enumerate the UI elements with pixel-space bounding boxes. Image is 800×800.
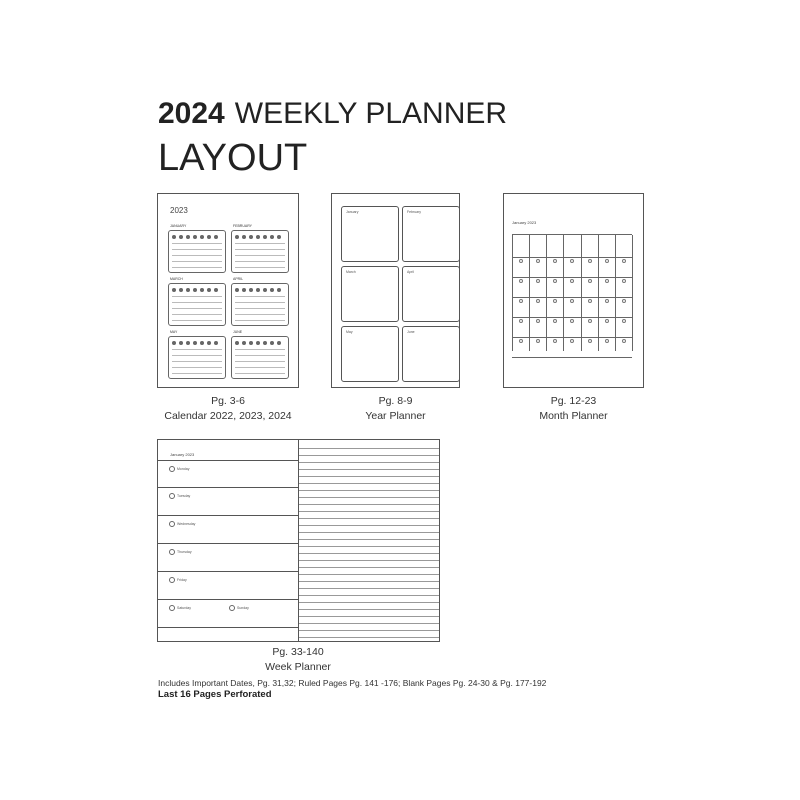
calendar-date-rows <box>172 296 222 322</box>
calendar-thumb-year: 2023 <box>170 206 188 215</box>
month-day-dot <box>588 319 592 323</box>
week-day-label: Tuesday <box>177 494 191 498</box>
year-planner-month-label: May <box>346 330 353 334</box>
month-day-dot <box>570 319 574 323</box>
month-day-dot <box>553 299 557 303</box>
month-planner-pages: Pg. 12-23 <box>550 395 597 407</box>
calendar-date-rows <box>172 349 222 375</box>
month-day-dot <box>536 339 540 343</box>
month-grid-line <box>546 235 547 351</box>
month-grid-line <box>512 235 513 351</box>
month-day-dot <box>519 259 523 263</box>
year-planner-month-box <box>341 266 399 322</box>
month-grid-line <box>512 277 632 278</box>
calendar-mini-month <box>231 330 289 379</box>
week-planner-thumbnail <box>157 439 440 642</box>
year-planner-thumbnail <box>331 193 460 388</box>
year-planner-month-label: June <box>407 330 415 334</box>
month-day-dot <box>536 279 540 283</box>
month-day-dot <box>570 339 574 343</box>
week-day-circle <box>169 521 175 527</box>
calendar-caption <box>137 395 319 422</box>
title-line-1 <box>158 96 507 132</box>
month-day-dot <box>553 279 557 283</box>
month-planner-head: January 2023 <box>512 220 537 225</box>
year-planner-month-box <box>341 206 399 262</box>
week-day-circle <box>169 466 175 472</box>
perforated-note: Last 16 Pages Perforated <box>158 689 272 700</box>
week-day-row <box>158 599 298 628</box>
year-planner-caption <box>331 395 460 422</box>
calendar-month-label: MAY <box>170 330 178 334</box>
calendar-pages: Pg. 3-6 <box>211 395 245 407</box>
month-day-dot <box>588 279 592 283</box>
month-day-dot <box>605 299 609 303</box>
month-day-dot <box>536 259 540 263</box>
calendar-mini-month <box>168 224 226 273</box>
week-day-circle <box>169 577 175 583</box>
year-planner-month-box <box>402 266 460 322</box>
week-day-circle <box>169 605 175 611</box>
year-planner-name: Year Planner <box>365 410 426 422</box>
calendar-mini-month <box>168 330 226 379</box>
calendar-mini-month <box>231 224 289 273</box>
week-day-row <box>158 543 298 572</box>
month-grid-line <box>529 235 530 351</box>
year-planner-month-label: March <box>346 270 356 274</box>
year-planner-month-box <box>341 326 399 382</box>
month-grid-line <box>632 235 633 351</box>
month-day-dot <box>588 259 592 263</box>
week-day-label: Wednesday <box>177 522 196 526</box>
month-day-dot <box>570 259 574 263</box>
month-planner-name: Month Planner <box>539 410 608 422</box>
week-planner-pages: Pg. 33-140 <box>272 646 324 658</box>
month-day-dot <box>622 299 626 303</box>
year-planner-pages: Pg. 8-9 <box>378 395 413 407</box>
week-day-label: Thursday <box>177 550 192 554</box>
week-day-row <box>158 460 298 488</box>
week-day-label: Friday <box>177 578 187 582</box>
year-planner-month-label: January <box>346 210 359 214</box>
year-planner-month-label: April <box>407 270 415 274</box>
includes-note: Includes Important Dates, Pg. 31,32; Ruled Pages Pg. 141 -176; Blank Pages Pg. 24-30 & Pg. 177-192 <box>158 678 547 688</box>
week-day-label: Sunday <box>237 606 249 610</box>
calendar-date-rows <box>235 296 285 322</box>
calendar-month-label: APRIL <box>233 277 244 281</box>
week-day-label: Saturday <box>177 606 192 610</box>
calendar-date-rows <box>235 243 285 269</box>
calendar-month-label: JANUARY <box>170 224 187 228</box>
month-grid-line <box>512 317 632 318</box>
calendar-weekday-dots <box>235 235 281 239</box>
calendar-date-rows <box>172 243 222 269</box>
month-day-dot <box>536 319 540 323</box>
week-planner-name: Week Planner <box>265 661 331 673</box>
month-grid-line <box>563 235 564 351</box>
calendar-month-label: MARCH <box>170 277 183 281</box>
month-day-dot <box>536 299 540 303</box>
calendar-weekday-dots <box>172 341 218 345</box>
year-planner-month-box <box>402 326 460 382</box>
year-planner-month-label: February <box>407 210 422 214</box>
week-day-row <box>158 487 298 516</box>
month-day-dot <box>519 339 523 343</box>
month-day-dot <box>588 339 592 343</box>
month-day-dot <box>519 299 523 303</box>
month-day-dot <box>553 339 557 343</box>
month-day-dot <box>622 259 626 263</box>
week-planner-days <box>158 440 299 641</box>
title-weekly-planner: WEEKLY PLANNER <box>234 97 508 130</box>
month-day-dot <box>519 319 523 323</box>
month-grid-line <box>615 235 616 351</box>
month-grid-line <box>512 257 632 258</box>
week-day-row <box>158 515 298 544</box>
month-day-dot <box>605 259 609 263</box>
calendar-mini-month <box>231 277 289 326</box>
week-planner-head: January 2023 <box>170 452 195 457</box>
month-day-dot <box>570 279 574 283</box>
week-day-label: Monday <box>177 467 190 471</box>
month-day-dot <box>605 319 609 323</box>
month-day-dot <box>519 279 523 283</box>
calendar-month-label: JUNE <box>233 330 243 334</box>
week-day-circle <box>169 493 175 499</box>
week-planner-caption <box>218 646 378 673</box>
week-day-circle <box>229 605 235 611</box>
month-grid-line <box>512 337 632 338</box>
month-planner-grid <box>512 234 632 357</box>
calendar-weekday-dots <box>172 235 218 239</box>
month-grid-line <box>512 297 632 298</box>
title-year: 2024 <box>158 97 225 130</box>
month-planner-caption <box>503 395 644 422</box>
month-day-dot <box>588 299 592 303</box>
month-day-dot <box>553 259 557 263</box>
month-planner-thumbnail <box>503 193 644 388</box>
calendar-name: Calendar 2022, 2023, 2024 <box>164 410 292 422</box>
year-planner-month-box <box>402 206 460 262</box>
week-day-circle <box>169 549 175 555</box>
calendar-month-label: FEBRUARY <box>233 224 252 228</box>
month-day-dot <box>622 319 626 323</box>
month-day-dot <box>605 279 609 283</box>
title-layout: LAYOUT <box>158 137 308 179</box>
calendar-thumbnail <box>157 193 299 388</box>
week-planner-ruled-page <box>299 448 439 641</box>
month-grid-line <box>581 235 582 351</box>
week-day-row <box>158 627 298 628</box>
month-grid-line <box>512 357 632 358</box>
month-grid-line <box>598 235 599 351</box>
month-day-dot <box>570 299 574 303</box>
calendar-mini-month <box>168 277 226 326</box>
month-day-dot <box>622 339 626 343</box>
calendar-weekday-dots <box>172 288 218 292</box>
calendar-weekday-dots <box>235 341 281 345</box>
month-day-dot <box>622 279 626 283</box>
calendar-date-rows <box>235 349 285 375</box>
month-day-dot <box>605 339 609 343</box>
month-day-dot <box>553 319 557 323</box>
week-day-row <box>158 571 298 600</box>
calendar-weekday-dots <box>235 288 281 292</box>
